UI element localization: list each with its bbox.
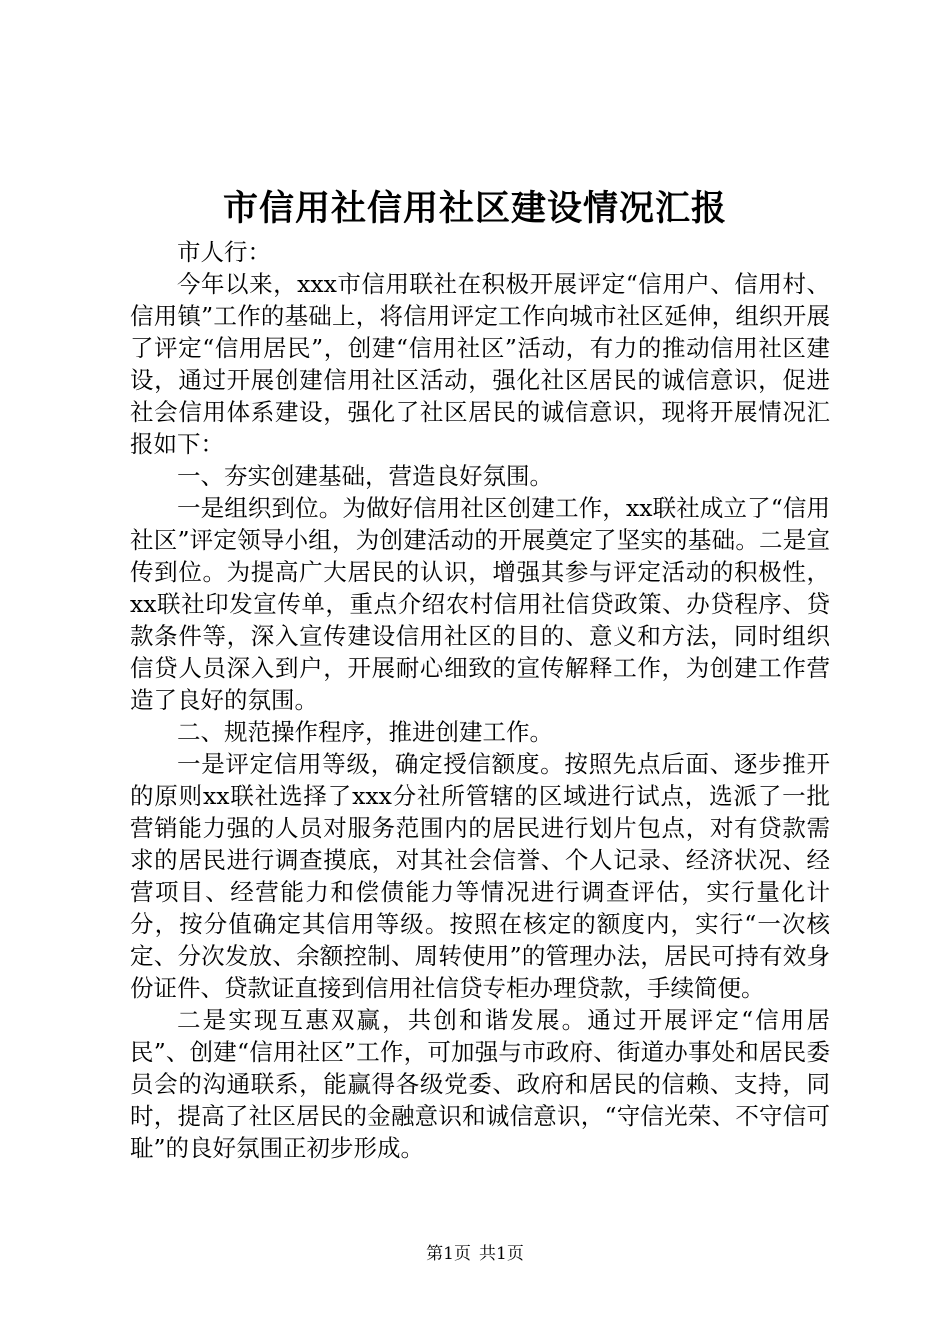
page-footer [0, 1243, 950, 1265]
section-heading-2: 二、规范操作程序，推进创建工作。 [177, 718, 553, 746]
document-title: 市信用社信用社区建设情况汇报 [222, 188, 727, 229]
page-number: 第1页 [426, 1244, 471, 1264]
paragraph-intro: 今年以来，xxx市信用联社在积极开展评定“信用户、信用村、信用镇”工作的基础上，将信用评定工作向城市社区延伸，组织开展了评定“信用居民”，创建“信用社区”活动，有力的推动信用社区建设，通过开展创建信用社区活动，强化社区居民的诚信意识，促进社会信用体系建设，强化了社区居民的诚信意识，现将开展情况汇报如下： [130, 270, 830, 458]
paragraph-section-1: 一是组织到位。为做好信用社区创建工作，xx联社成立了“信用社区”评定领导小组，为创建活动的开展奠定了坚实的基础。二是宣传到位。为提高广大居民的认识，增强其参与评定活动的积极性，xx联社印发宣传单，重点介绍农村信用社信贷政策、办贷程序、贷款条件等，深入宣传建设信用社区的目的、意义和方法，同时组织信贷人员深入到户，开展耐心细致的宣传解释工作，为创建工作营造了良好的氛围。 [130, 494, 830, 714]
document-body [130, 236, 830, 1164]
salutation: 市人行： [177, 238, 271, 266]
page-total: 共1页 [479, 1244, 524, 1264]
paragraph-section-2-part-1: 一是评定信用等级，确定授信额度。按照先点后面、逐步推开的原则xx联社选择了xxx分社所管辖的区域进行试点，选派了一批营销能力强的人员对服务范围内的居民进行划片包点，对有贷款需求的居民进行调查摸底，对其社会信誉、个人记录、经济状况、经营项目、经营能力和偿债能力等情况进行调查评估，实行量化计分，按分值确定其信用等级。按照在核定的额度内，实行“一次核定、分次发放、余额控制、周转使用”的管理办法，居民可持有效身份证件、贷款证直接到信用社信贷专柜办理贷款，手续简便。 [130, 750, 830, 1002]
section-heading-1: 一、夯实创建基础，营造良好氛围。 [177, 462, 553, 490]
paragraph-section-2-part-2: 二是实现互惠双赢，共创和谐发展。通过开展评定“信用居民”、创建“信用社区”工作，可加强与市政府、街道办事处和居民委员会的沟通联系，能赢得各级党委、政府和居民的信赖、支持，同时，提高了社区居民的金融意识和诚信意识，“守信光荣、不守信可耻”的良好氛围正初步形成。 [130, 1006, 830, 1162]
